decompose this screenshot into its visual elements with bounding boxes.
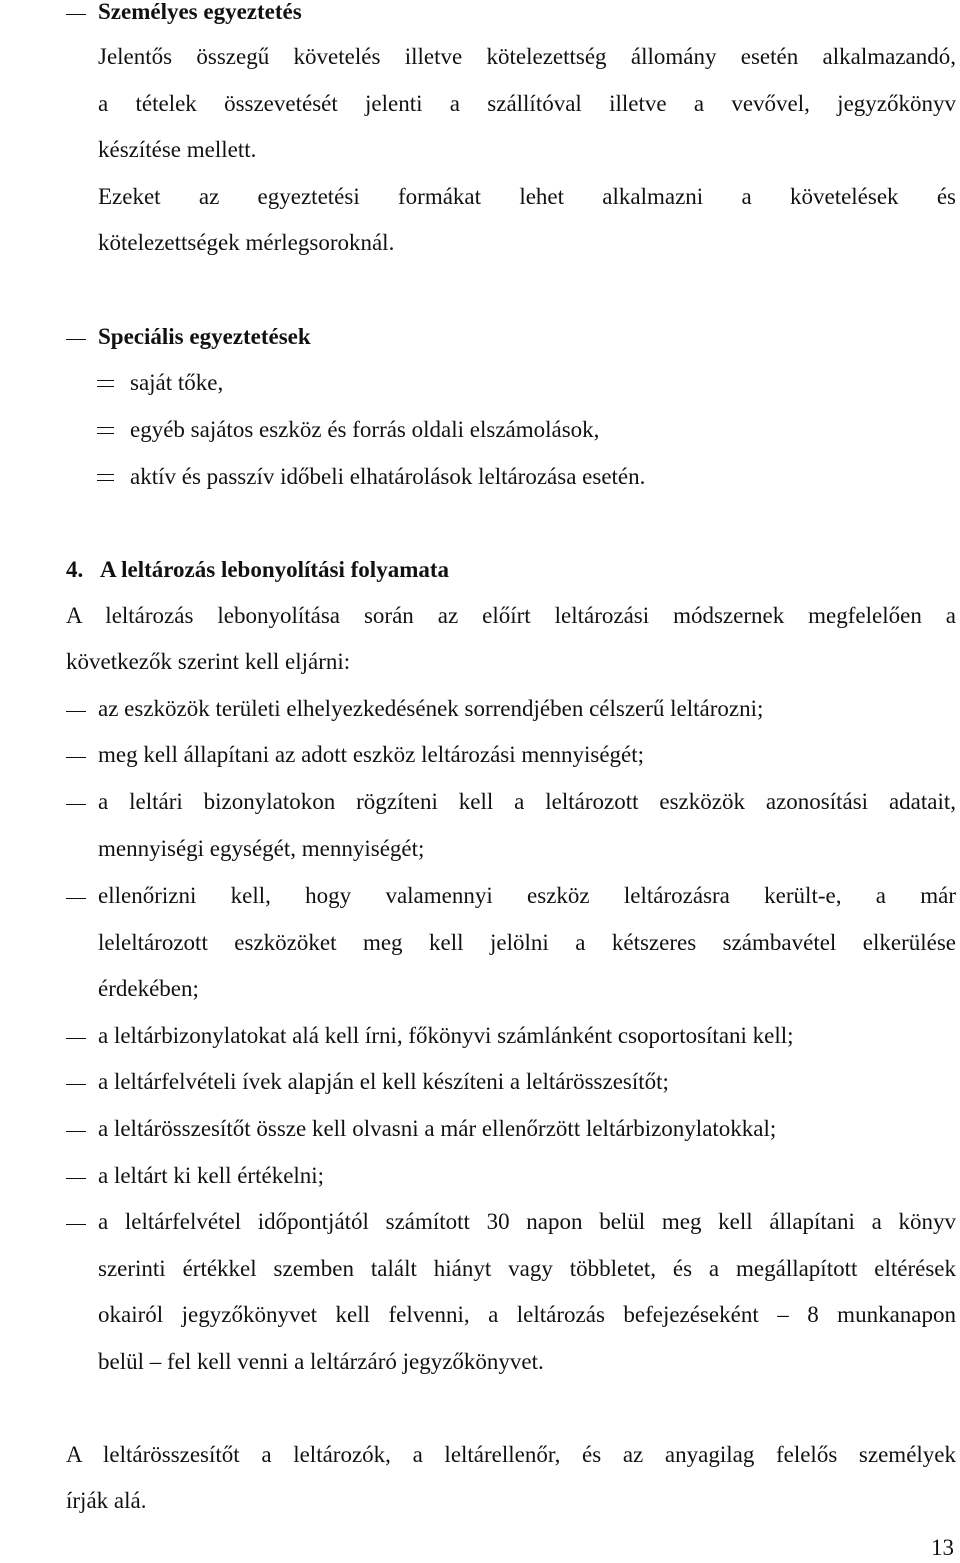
paragraph-line: Jelentős összegű követelés illetve kötelezettség állomány esetén alkalmazandó, xyxy=(98,44,956,69)
page-number: 13 xyxy=(931,1535,954,1560)
list-item: a leltárösszesítőt össze kell olvasni a már ellenőrzött leltárbizonylatokkal; xyxy=(98,1116,777,1141)
list-item: ellenőrizni kell, hogy valamennyi eszköz leltározásra került-e, a már xyxy=(98,883,956,908)
equals-bullet xyxy=(97,380,114,387)
closing-paragraph-line: írják alá. xyxy=(66,1488,147,1513)
bullet-dash xyxy=(66,804,86,805)
bullet-dash xyxy=(66,1224,86,1225)
bullet-dash xyxy=(66,898,86,899)
bullet-dash xyxy=(66,339,86,340)
list-item: a leltári bizonylatokon rögzíteni kell a leltározott eszközök azonosítási adatait, xyxy=(98,789,956,814)
list-item-continuation: belül – fel kell venni a leltárzáró jegyzőkönyvet. xyxy=(98,1349,544,1374)
bullet-dash xyxy=(66,1131,86,1132)
equals-bullet xyxy=(97,474,114,481)
list-item: a leltárfelvétel időpontjától számított 30 napon belül meg kell állapítani a könyv xyxy=(98,1209,956,1234)
list-item: az eszközök területi elhelyezkedésének sorrendjében célszerű leltározni; xyxy=(98,696,764,721)
bullet-dash xyxy=(66,711,86,712)
list-item: meg kell állapítani az adott eszköz leltározási mennyiségét; xyxy=(98,742,645,767)
paragraph-line: a tételek összevetését jelenti a szállítóval illetve a vevővel, jegyzőkönyv xyxy=(98,91,956,116)
bullet-dash xyxy=(66,757,86,758)
section-title-szemelyes: Személyes egyeztetés xyxy=(98,0,302,24)
list-item-continuation: leleltározott eszközöket meg kell jelölni a kétszeres számbavétel elkerülése xyxy=(98,930,956,955)
bullet-dash xyxy=(66,14,86,15)
paragraph-line: kötelezettségek mérlegsoroknál. xyxy=(98,230,395,255)
list-item-continuation: mennyiségi egységét, mennyiségét; xyxy=(98,836,425,861)
list-item: aktív és passzív időbeli elhatárolások leltározása esetén. xyxy=(130,464,646,489)
list-item: a leltárt ki kell értékelni; xyxy=(98,1163,325,1188)
bullet-dash xyxy=(66,1038,86,1039)
bullet-dash xyxy=(66,1178,86,1179)
equals-bullet xyxy=(97,427,114,434)
list-item-continuation: szerinti értékkel szemben talált hiányt vagy többletet, és a megállapított eltérések xyxy=(98,1256,956,1281)
bullet-dash xyxy=(66,1084,86,1085)
paragraph-line: készítése mellett. xyxy=(98,137,257,162)
section-title-specialis: Speciális egyeztetések xyxy=(98,324,311,349)
list-item: a leltárfelvételi ívek alapján el kell készíteni a leltárösszesítőt; xyxy=(98,1069,669,1094)
list-item-continuation: érdekében; xyxy=(98,976,199,1001)
list-item: a leltárbizonylatokat alá kell írni, főkönyvi számlánként csoportosítani kell; xyxy=(98,1023,794,1048)
list-item: egyéb sajátos eszköz és forrás oldali elszámolások, xyxy=(130,417,600,442)
paragraph-line: A leltározás lebonyolítása során az előírt leltározási módszernek megfelelően a xyxy=(66,603,956,628)
list-item-continuation: okairól jegyzőkönyvet kell felvenni, a leltározás befejezéseként – 8 munkanapon xyxy=(98,1302,956,1327)
list-item: saját tőke, xyxy=(130,370,224,395)
section-title-leltarozas: A leltározás lebonyolítási folyamata xyxy=(100,557,450,582)
section-number: 4. xyxy=(66,557,84,582)
closing-paragraph-line: A leltárösszesítőt a leltározók, a leltárellenőr, és az anyagilag felelős személyek xyxy=(66,1442,956,1467)
paragraph-line: Ezeket az egyeztetési formákat lehet alkalmazni a követelések és xyxy=(98,184,956,209)
paragraph-line: következők szerint kell eljárni: xyxy=(66,649,351,674)
